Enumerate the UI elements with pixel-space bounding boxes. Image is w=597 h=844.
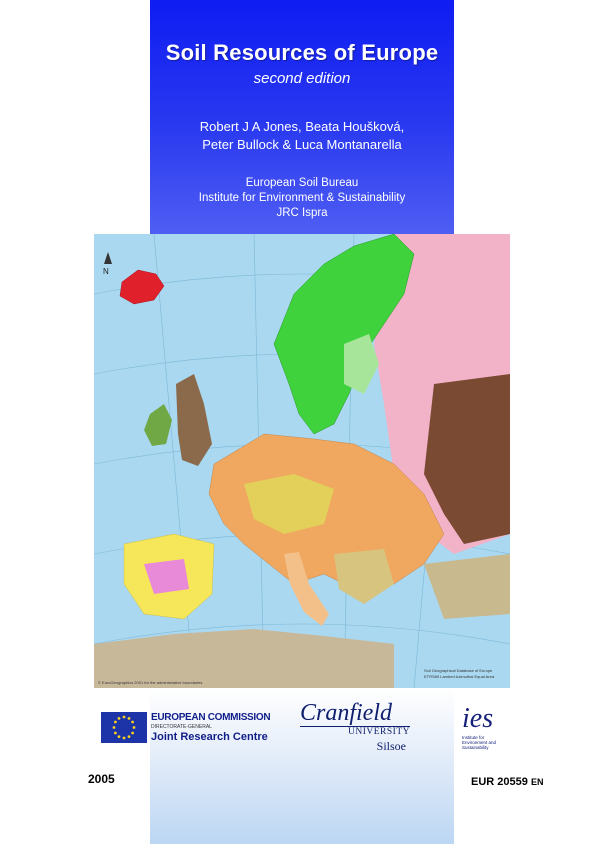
institute-line-3: JRC Ispra [276,207,328,219]
map-credit-left: © EuroGeographics 2001 for the administrative boundaries [98,680,203,685]
cover-title: Soil Resources of Europe [165,40,439,65]
publication-year: 2005 [88,772,115,786]
ies-subtitle-line-1: Institute for [462,735,485,740]
ies-subtitle-line-2: Environment and [462,740,497,745]
jrc-name: Joint Research Centre [151,731,268,743]
cranfield-university: UNIVERSITY [300,726,410,737]
cranfield-name: Cranfield [300,700,393,726]
ies-subtitle [462,735,522,750]
eu-flag-icon [101,712,147,743]
authors-line-2: Peter Bullock & Luca Montanarella [202,137,402,152]
ies-subtitle-line-3: Sustainability [462,745,489,750]
report-number [471,776,543,788]
ec-name: EUROPEAN COMMISSION [151,712,271,723]
ec-directorate: DIRECTORATE-GENERAL [151,724,212,730]
authors [150,118,454,154]
north-label: N [103,267,109,276]
soil-map-graphic [94,234,510,688]
institute-line-1: European Soil Bureau [245,177,359,189]
ec-logo-text [151,712,270,743]
report-language: EN [530,777,544,787]
institute-block [150,176,454,221]
cranfield-logo [300,700,418,754]
ies-mark: ies [462,703,494,734]
cover-subtitle: second edition [253,70,351,87]
eu-stars-icon [101,712,147,743]
map-credit-right-2: ETRS89 Lambert Azimuthal Equal Area [424,674,495,679]
soil-map-of-europe [94,234,510,688]
report-number-value: EUR 20559 [471,776,528,788]
authors-line-1: Robert J A Jones, Beata Houšková, [199,119,405,134]
institute-line-2: Institute for Environment & Sustainability [198,192,406,204]
ies-logo [462,703,522,750]
map-credit-right-1: Soil Geographical Database of Europe [424,668,493,673]
cranfield-campus: Silsoe [376,739,406,753]
